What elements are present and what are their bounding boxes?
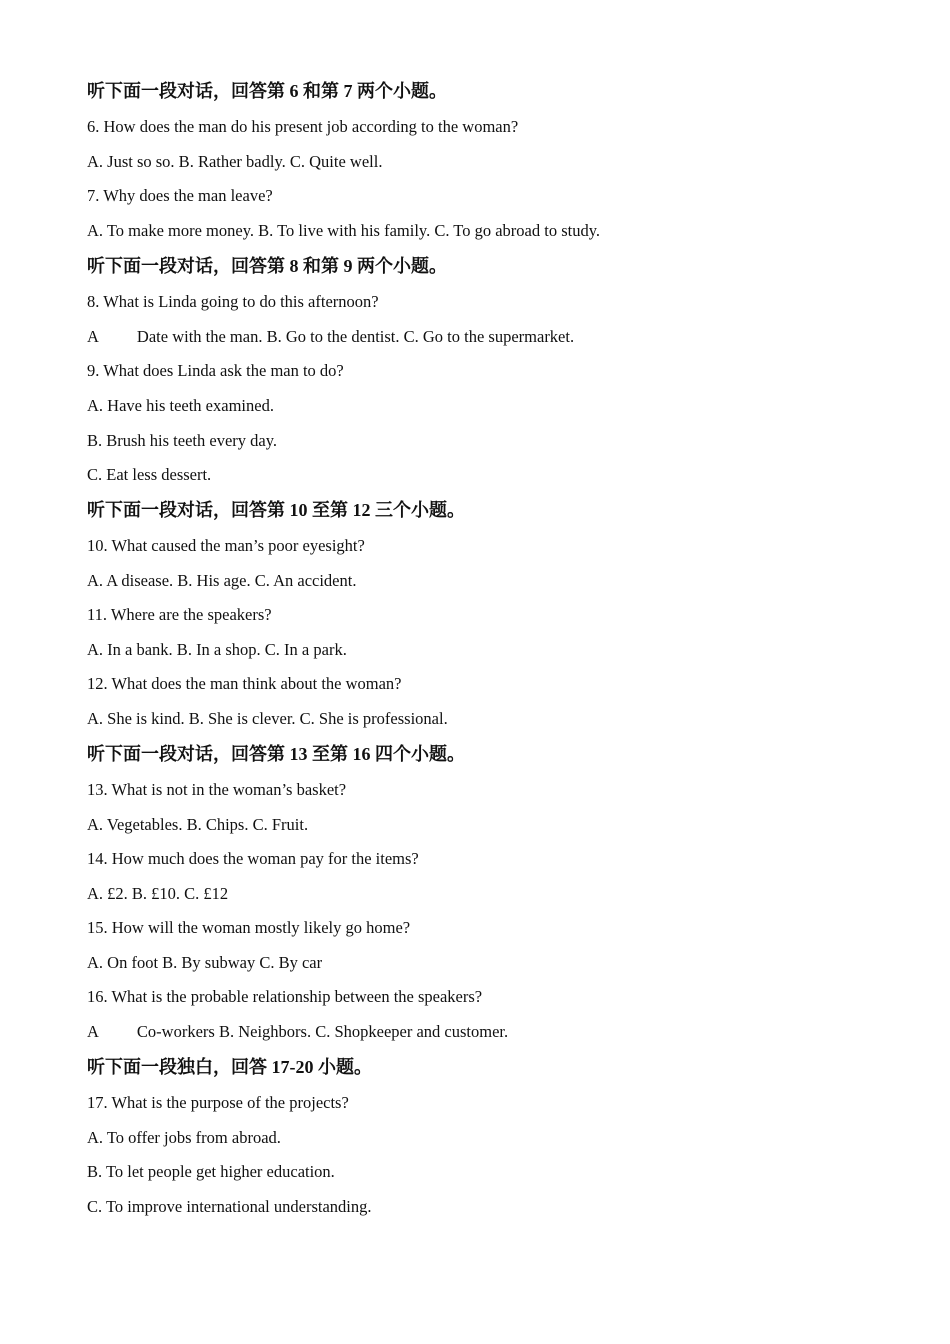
question-9: 9. What does Linda ask the man to do? (87, 361, 344, 380)
question-12: 12. What does the man think about the woman? (87, 674, 402, 693)
option-9b: B. Brush his teeth every day. (87, 431, 278, 450)
section-heading: 听下面一段对话，回答第 10 至第 12 三个小题。 (87, 500, 465, 520)
question-16: 16. What is the probable relationship between the speakers? (87, 987, 483, 1006)
options-13: A. Vegetables. B. Chips. C. Fruit. (87, 815, 309, 834)
section-heading: 听下面一段对话，回答第 6 和第 7 两个小题。 (87, 81, 447, 101)
option-label: A (87, 327, 99, 346)
option-label: A (87, 1022, 99, 1041)
options-10: A. A disease. B. His age. C. An accident. (87, 571, 357, 590)
question-6: 6. How does the man do his present job according to the woman? (87, 117, 519, 136)
question-13: 13. What is not in the woman’s basket? (87, 780, 347, 799)
question-7: 7. Why does the man leave? (87, 186, 273, 205)
options-12: A. She is kind. B. She is clever. C. She is professional. (87, 709, 448, 728)
options-6: A. Just so so. B. Rather badly. C. Quite well. (87, 152, 383, 171)
question-8: 8. What is Linda going to do this afternoon? (87, 292, 379, 311)
option-text: Date with the man. B. Go to the dentist. C. Go to the supermarket. (136, 327, 575, 346)
option-9a: A. Have his teeth examined. (87, 396, 274, 415)
options-11: A. In a bank. B. In a shop. C. In a park. (87, 640, 347, 659)
options-7: A. To make more money. B. To live with his family. C. To go abroad to study. (87, 221, 601, 240)
question-17: 17. What is the purpose of the projects? (87, 1093, 349, 1112)
options-15: A. On foot B. By subway C. By car (87, 953, 323, 972)
section-heading: 听下面一段对话，回答第 13 至第 16 四个小题。 (87, 744, 465, 764)
option-9c: C. Eat less dessert. (87, 465, 212, 484)
options-8 (87, 327, 574, 347)
options-16 (87, 1022, 508, 1042)
option-17a: A. To offer jobs from abroad. (87, 1128, 281, 1147)
section-heading: 听下面一段独白，回答 17-20 小题。 (87, 1057, 372, 1077)
section-heading: 听下面一段对话，回答第 8 和第 9 两个小题。 (87, 256, 447, 276)
option-17c: C. To improve international understanding. (87, 1197, 372, 1216)
question-14: 14. How much does the woman pay for the items? (87, 849, 419, 868)
question-11: 11. Where are the speakers? (87, 605, 272, 624)
option-text: Co-workers B. Neighbors. C. Shopkeeper and customer. (136, 1022, 509, 1041)
question-10: 10. What caused the man’s poor eyesight? (87, 536, 365, 555)
question-15: 15. How will the woman mostly likely go home? (87, 918, 411, 937)
options-14: A. £2. B. £10. C. £12 (87, 884, 229, 903)
option-17b: B. To let people get higher education. (87, 1162, 335, 1181)
